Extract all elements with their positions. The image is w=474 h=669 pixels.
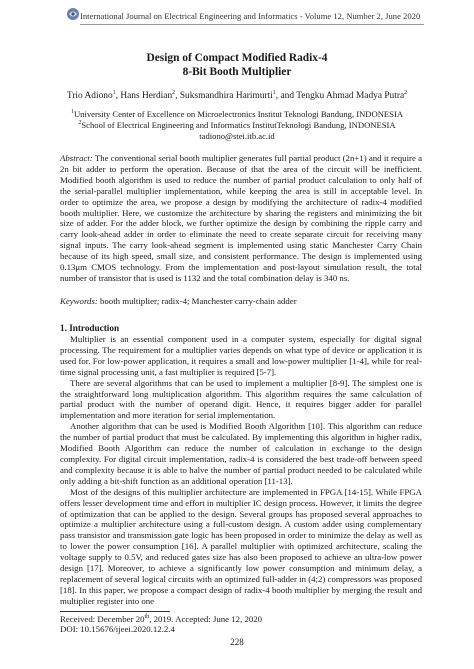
abstract (60, 153, 422, 284)
contact-email: tadiono@stei.itb.ac.id (199, 131, 275, 141)
author-2-affil: 2 (172, 89, 176, 96)
footer-rule (60, 611, 170, 612)
paper-title (40, 51, 434, 79)
doi: DOI: 10.15676/ijeei.2020.12.2.4 (60, 624, 175, 634)
abstract-text: The conventional serial booth multiplier generates full partial product (2n+1) and it require a 2n bit adder to perform the operation. Because of that the area of the circuit will be inefficient. Modified booth algorithm is used to reduce the number of partial product calculation to only half of the serial-parallel multiplier implementation, while keeping the area is still in acceptable level. In order to optimize the area, we propose a design by modifying the architecture of radix-4 modified booth multiplier. Here, we customize the architecture by sharing the registers and minimizing the bit size of adder. For the adder block, we further optimize the design by combining the ripple carry and carry look-ahead adder in order to eliminate the need to create separate circuit for receiving many signal inputs. The carry look-ahead segment is implemented using static Manchester Carry Chain because of its high speed, small size, and consistent performance. The design is implemented using 0.13μm CMOS technology. From the implementation and post-layout simulation result, the total number of transistor that is used is 1132 and the total combination delay is 340 ns. (60, 153, 422, 283)
title-line-2: 8-Bit Booth Multiplier (182, 66, 292, 78)
author-1-affil: 1 (112, 89, 116, 96)
section-heading-introduction: 1. Introduction (60, 323, 120, 333)
intro-paragraph-1: Multiplier is an essential component used in a computer system, especially for digital signal processing. The requirement for a multiplier varies depends on what type of device or application it is used for. For low-power application, it requires a small and low-power multiplier [1-4], while for real-time signal processing unit, a fast multiplier is required [5-7]. (60, 334, 422, 377)
author-1: Trio Adiono (66, 91, 113, 101)
affiliation-2: $^2$School of Electrical Engineering and Informatics InstitutTeknologi Bandung, INDONESIA (78, 120, 396, 130)
author-list: Trio Adiono$^1$, Hans Herdian$^2$, Suksmandhira Harimurti$^1$, and Tengku Ahmad Madya Putra$^2$ (66, 89, 408, 101)
author-3: Suksmandhira Harimurti (179, 91, 273, 101)
introduction-body (60, 334, 422, 607)
intro-paragraph-2: There are several algorithms that can be used to implement a multiplier [8-9]. The simplest one is the straightforward long multiplication algorithm. This algorithm requires the same calculation of partial product with the number of operand digit. Hence, it requires bigger adder for parallel implementation and more iteration for serial implementation. (60, 377, 422, 421)
intro-paragraph-3: Another algorithm that can be used is Modified Booth Algorithm [10]. This algorithm can reduce the number of partial product that must be calculated. By implementing this algorithm in higher radix, Modified Booth Algorithm can reduce the number of calculation in exchange to the design complexity. For digital circuit implementation, radix-4 is considered the best trade-off between speed and complexity because it is able to halve the number of partial product needed to be calculated while only adding a bit-shift function as an additional operation [11-13]. (60, 421, 422, 486)
author-4: and Tengku Ahmad Madya Putra (280, 91, 405, 101)
author-3-affil: 1 (272, 89, 276, 96)
header-rule (80, 24, 424, 25)
keywords (60, 296, 422, 307)
keywords-label: Keywords: (60, 296, 98, 306)
author-4-affil: 2 (404, 89, 408, 96)
author-2: Hans Herdian (120, 91, 173, 101)
journal-logo-icon (66, 7, 80, 21)
intro-paragraph-4: Most of the designs of this multiplier architecture are implemented in FPGA [14-15]. While FPGA offers lesser development time and effort in multiplier IC design process. However, it limits the degree of optimization that can be applied to the design. Several groups has proposed several approaches to optimize a multiplier architecture using a full-custom design. A custom adder using complementary pass transistor and transmission gate logic has been proposed in order to minimize the delay as well as to lower the power consumption [16]. A parallel multiplier with optimized architecture, scaling the voltage supply to 0.5V, and reduced gates size has also been proposed to achieve an ultra-low power design [17]. Moreover, to achieve a significantly low power consumption and minimum delay, a replacement of several logical circuits with an optimized full-adder in (4;2) compressors was proposed [18]. In this paper, we propose a compact design of radix-4 booth multiplier by merging the result and multiplier register into one (60, 486, 422, 606)
journal-header: International Journal on Electrical Engineering and Informatics - Volume 12, Number 2, June 2020 (80, 11, 421, 21)
received-date: Received: December 20th, 2019. Accepted: June 12, 2020 (60, 614, 263, 624)
keywords-text: booth multiplier; radix-4; Manchester carry-chain adder (97, 296, 297, 306)
page-number: 228 (230, 637, 244, 647)
abstract-label: Abstract: (60, 153, 93, 163)
affiliations (40, 109, 434, 142)
affiliation-1: $^1$University Center of Excellence on Microelectronics Institut Teknologi Bandung, INDONESIA (70, 109, 404, 119)
title-line-1: Design of Compact Modified Radix-4 (146, 52, 328, 64)
